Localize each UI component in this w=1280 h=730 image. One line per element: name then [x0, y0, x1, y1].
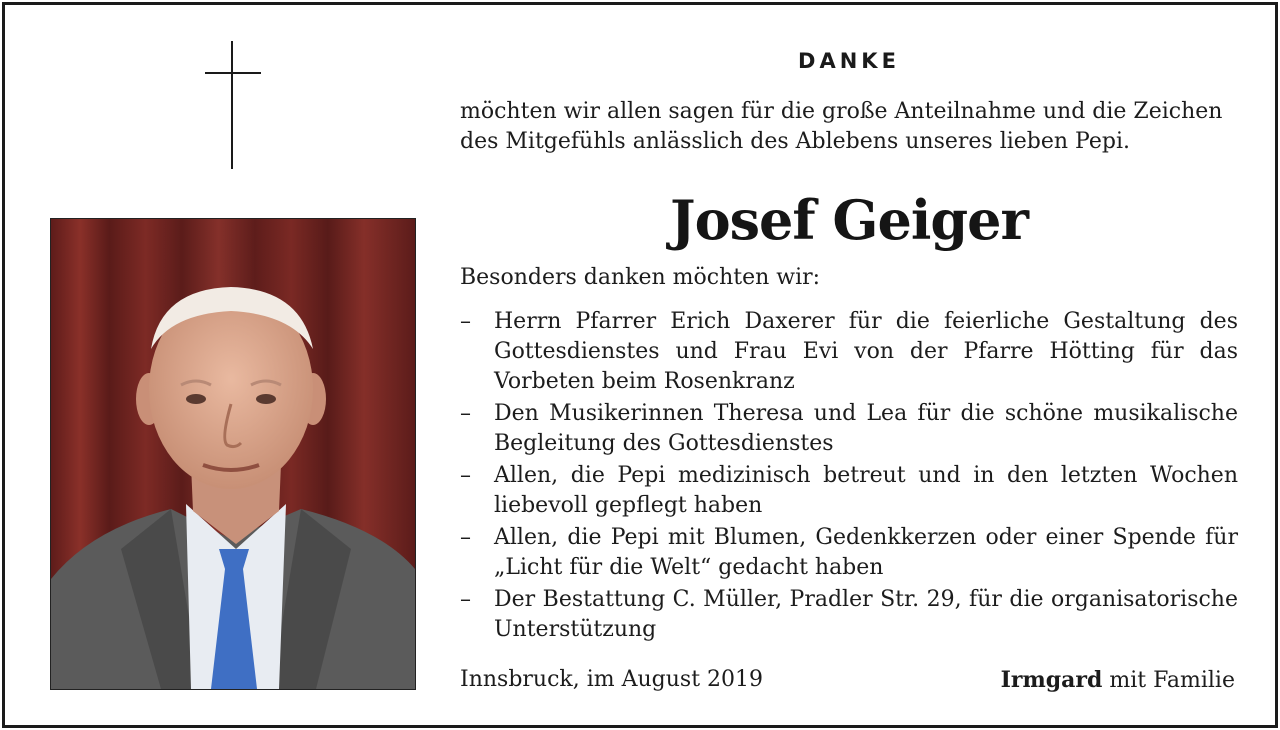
list-dash: –	[460, 525, 471, 550]
intro-text: möchten wir allen sagen für die große Anteilnahme und die Zeichen des Mitgefühls anlässlich des Ablebens unseres lieben Pepi.	[460, 99, 1223, 154]
list-item	[460, 585, 1238, 645]
portrait-photo	[50, 218, 416, 690]
signature-rest: mit Familie	[1102, 668, 1235, 693]
lead-text: Besonders danken möchten wir:	[460, 265, 821, 290]
list-item	[460, 461, 1238, 521]
cross-icon	[205, 41, 261, 171]
list-dash: –	[460, 587, 471, 612]
deceased-name: Josef Geiger	[670, 188, 1028, 252]
list-item	[460, 307, 1238, 397]
obituary-card	[2, 2, 1278, 728]
place-date: Innsbruck, im August 2019	[460, 667, 764, 692]
list-dash: –	[460, 463, 471, 488]
list-item	[460, 523, 1238, 583]
list-item-text: Allen, die Pepi medizinisch betreut und in den letzten Wochen liebevoll gepflegt haben	[494, 463, 1238, 518]
signature	[1001, 665, 1235, 696]
heading-danke: DANKE	[798, 49, 900, 73]
list-dash: –	[460, 401, 471, 426]
signature-name: Irmgard	[1000, 667, 1103, 693]
list-item-text: Allen, die Pepi mit Blumen, Gedenkkerzen oder einer Spende für „Licht für die Welt“ gedacht haben	[494, 525, 1238, 580]
list-item-text: Der Bestattung C. Müller, Pradler Str. 29, für die organisatorische Unterstützung	[494, 587, 1238, 642]
list-dash: –	[460, 309, 471, 334]
list-item	[460, 399, 1238, 459]
list-item-text: Herrn Pfarrer Erich Daxerer für die feierliche Gestaltung des Gottesdienstes und Frau Evi von der Pfarre Hötting für das Vorbeten beim Rosenkranz	[494, 309, 1238, 394]
thanks-list	[460, 307, 1238, 647]
list-item-text: Den Musikerinnen Theresa und Lea für die schöne musikalische Begleitung des Gottesdienstes	[494, 401, 1238, 456]
